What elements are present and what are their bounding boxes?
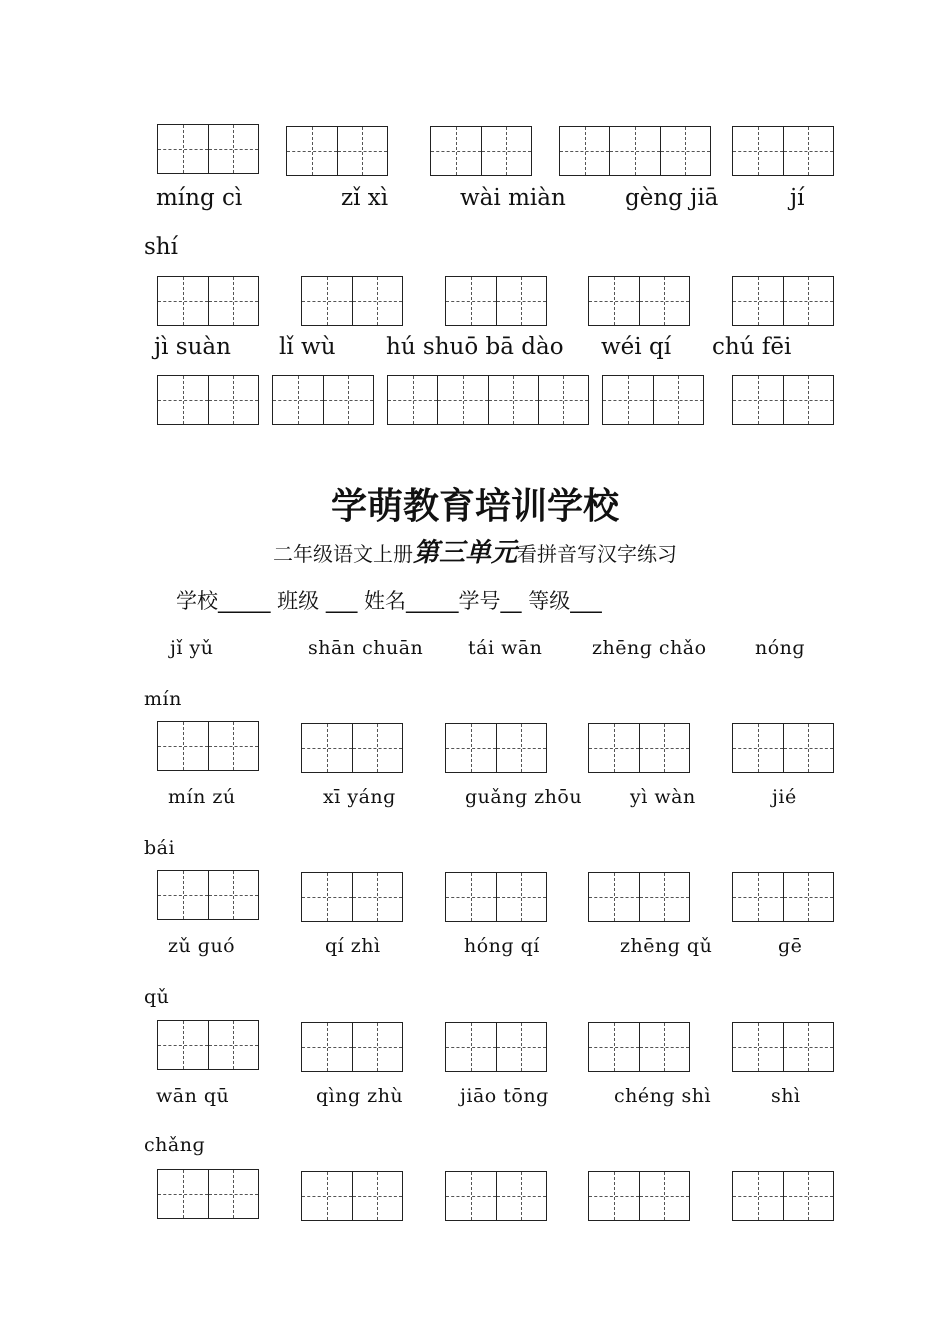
pinyin-wrap: qǔ <box>144 986 170 1008</box>
pinyin-label: yì wàn <box>630 786 696 808</box>
subtitle-suffix: 看拼音写汉字练习 <box>517 542 677 566</box>
char-box-2[interactable] <box>588 723 690 773</box>
pinyin-label: zhēnɡ qǔ <box>620 935 713 957</box>
pinyin-label: nónɡ <box>755 637 806 659</box>
pinyin-label: wéi qí <box>601 334 672 360</box>
char-box-2[interactable] <box>157 1020 259 1070</box>
pinyin-label: qí zhì <box>325 935 381 957</box>
subtitle-prefix: 二年级语文上册 <box>272 542 413 566</box>
char-box-2[interactable] <box>732 1022 834 1072</box>
pinyin-label: wān qū <box>156 1085 230 1107</box>
pinyin-label: jǐ yǔ <box>170 637 214 659</box>
char-box-2[interactable] <box>445 1171 547 1221</box>
char-box-2[interactable] <box>157 124 259 174</box>
pinyin-label: ɡē <box>778 935 803 957</box>
char-box-2[interactable] <box>732 723 834 773</box>
unit-emphasis: 第三单元 <box>412 538 517 568</box>
char-box-2[interactable] <box>157 276 259 326</box>
char-box-2[interactable] <box>286 126 388 176</box>
char-box-2[interactable] <box>732 276 834 326</box>
char-box-2[interactable] <box>732 1171 834 1221</box>
pinyin-label: chú fēi <box>712 334 792 360</box>
worksheet-subtitle <box>0 532 950 569</box>
pinyin-label: jí <box>790 185 805 211</box>
char-box-2[interactable] <box>301 276 403 326</box>
pinyin-label: wài miàn <box>460 185 566 211</box>
pinyin-label: qìng zhù <box>316 1085 404 1107</box>
char-box-2[interactable] <box>301 872 403 922</box>
char-box-2[interactable] <box>301 723 403 773</box>
char-box-2[interactable] <box>732 872 834 922</box>
pinyin-label: hú shuō bā dào <box>386 334 564 360</box>
pinyin-label: zǔ ɡuó <box>168 935 236 957</box>
char-box-2[interactable] <box>157 375 259 425</box>
pinyin-label: gèng jiā <box>625 185 719 211</box>
pinyin-label: guǎnɡ zhōu <box>465 786 583 808</box>
pinyin-label: mín zú <box>168 786 236 808</box>
school-title: 学萌教育培训学校 <box>330 486 619 527</box>
char-box-3[interactable] <box>559 126 711 176</box>
pinyin-label: jì suàn <box>154 334 231 360</box>
pinyin-label: míng cì <box>156 185 243 211</box>
char-box-2[interactable] <box>588 872 690 922</box>
pinyin-label: lǐ wù <box>279 334 336 360</box>
pinyin-label: jiāo tōnɡ <box>460 1085 549 1107</box>
pinyin-label: zhēnɡ chǎo <box>592 637 707 659</box>
pinyin-label: zǐ xì <box>341 185 389 211</box>
char-box-2[interactable] <box>445 276 547 326</box>
char-box-2[interactable] <box>301 1171 403 1221</box>
pinyin-label: jié <box>772 786 797 808</box>
char-box-2[interactable] <box>430 126 532 176</box>
char-box-2[interactable] <box>445 723 547 773</box>
char-box-2[interactable] <box>272 375 374 425</box>
char-box-2[interactable] <box>588 1171 690 1221</box>
pinyin-wrap: bái <box>144 837 176 859</box>
char-box-2[interactable] <box>588 1022 690 1072</box>
char-box-2[interactable] <box>732 375 834 425</box>
char-box-4[interactable] <box>387 375 589 425</box>
char-box-2[interactable] <box>157 870 259 920</box>
pinyin-label: shān chuān <box>308 637 424 659</box>
char-box-2[interactable] <box>157 1169 259 1219</box>
student-info-line: 学校_____ 班级 ___ 姓名_____学号__ 等级___ <box>176 589 602 613</box>
char-box-2[interactable] <box>602 375 704 425</box>
pinyin-label: shì <box>771 1085 801 1107</box>
pinyin-label: chénɡ shì <box>614 1085 712 1107</box>
pinyin-label: hónɡ qí <box>464 935 540 957</box>
char-box-2[interactable] <box>588 276 690 326</box>
pinyin-wrap: mín <box>144 688 182 710</box>
pinyin-wrap: chǎnɡ <box>144 1134 206 1156</box>
pinyin-label: tái wān <box>468 637 543 659</box>
char-box-2[interactable] <box>445 1022 547 1072</box>
pinyin-wrap: shí <box>144 234 178 260</box>
pinyin-label: xī yánɡ <box>323 786 396 808</box>
char-box-2[interactable] <box>732 126 834 176</box>
char-box-2[interactable] <box>157 721 259 771</box>
char-box-2[interactable] <box>301 1022 403 1072</box>
char-box-2[interactable] <box>445 872 547 922</box>
